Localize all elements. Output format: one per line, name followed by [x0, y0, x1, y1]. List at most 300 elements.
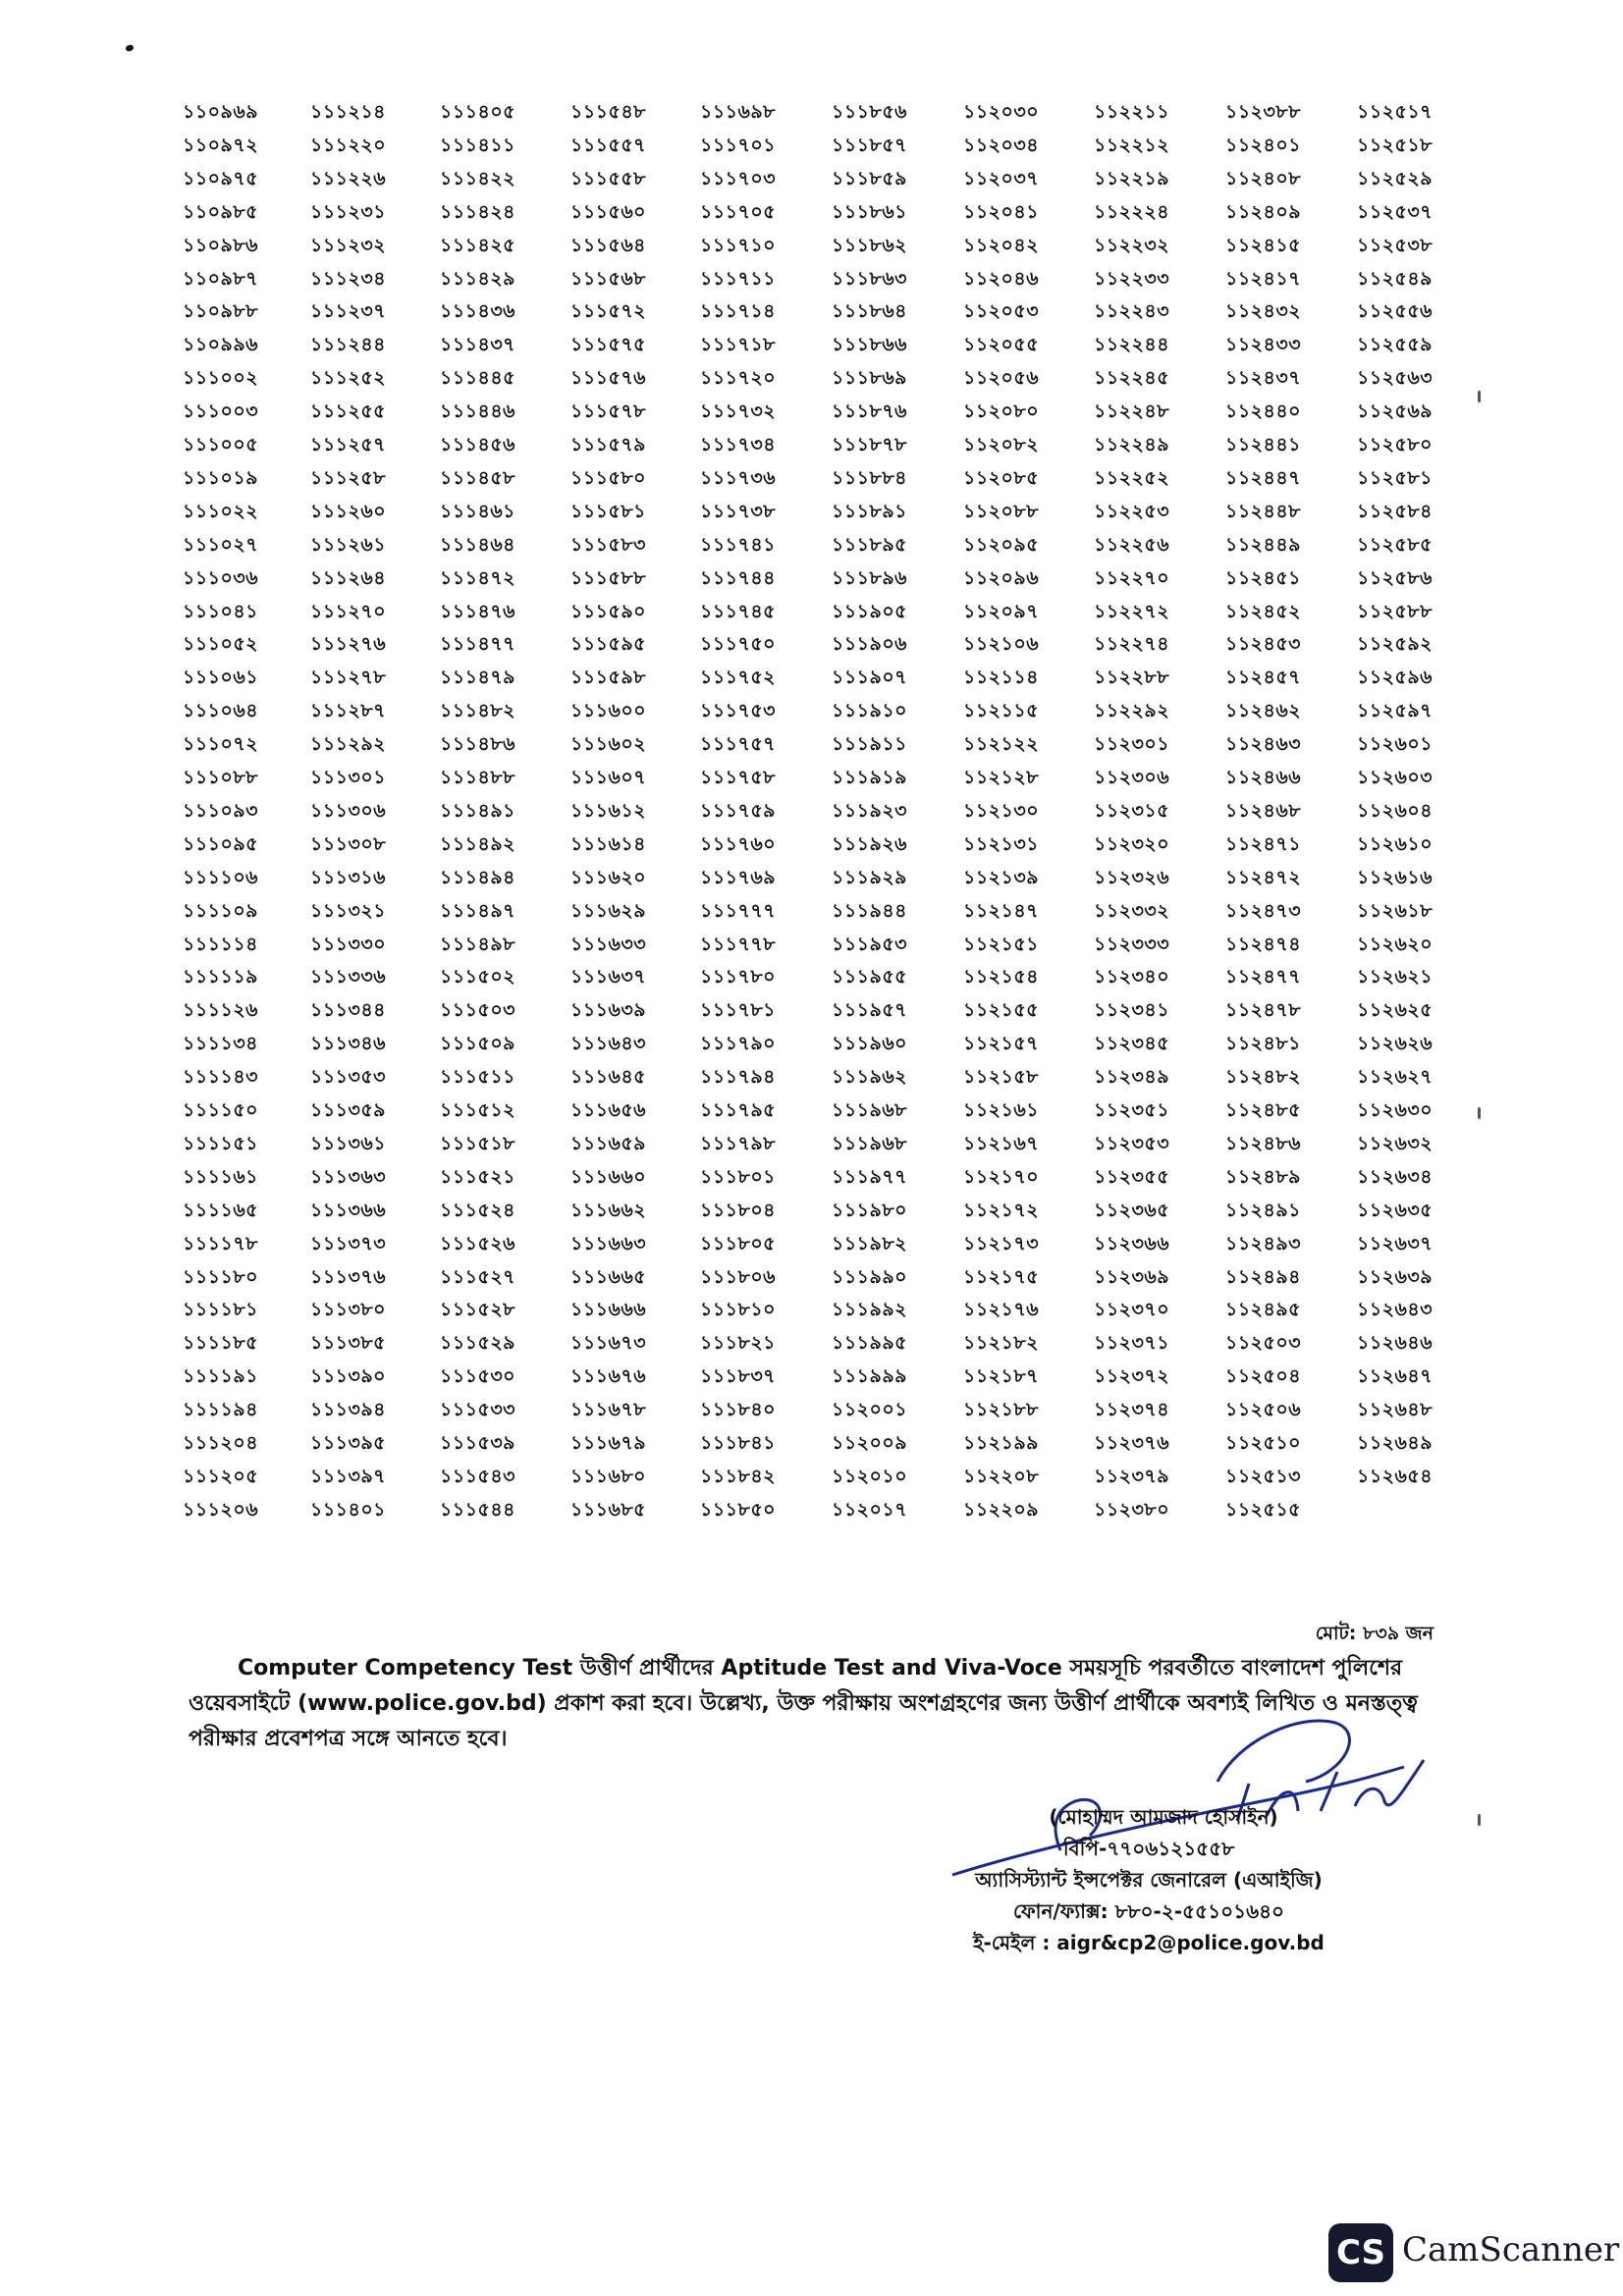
roll-number: ১১১৯৭৭: [832, 1166, 908, 1188]
roll-number: ১১২৪৪০: [1225, 400, 1302, 422]
roll-number: ১১২৩৭০: [1094, 1299, 1170, 1320]
signatory-designation: অ্যাসিস্ট্যান্ট ইন্সপেক্টর জেনারেল (এআইজি): [975, 1868, 1323, 1892]
roll-number: ১১১০৩৬: [183, 567, 259, 589]
roll-number: ১১১৭০৫: [700, 201, 777, 223]
roll-number: ১১১৭১৮: [700, 334, 776, 355]
roll-number: ১১১২৩১: [310, 201, 387, 223]
roll-number: ১১১৫৪৪: [440, 1499, 515, 1521]
roll-number: ১১২৪৮৯: [1225, 1166, 1301, 1188]
roll-number: ১১১০০২: [183, 367, 259, 389]
roll-number: ১১১৮৯১: [832, 501, 907, 522]
roll-number: ১১১৫৯৮: [570, 667, 646, 688]
roll-number: ১১২৬৪৮: [1357, 1399, 1434, 1420]
roll-number: ১১২৩৮৮: [1225, 101, 1302, 123]
roll-number: ১১১৭১০: [700, 235, 777, 256]
signature-block: [943, 1801, 1355, 1958]
roll-number: ১১১১০৯: [183, 900, 258, 922]
roll-number: ১১২১৬৭: [963, 1133, 1040, 1154]
roll-number: ১১২১৪৭: [963, 900, 1040, 922]
roll-number: ১১১৯৬০: [832, 1033, 908, 1054]
roll-number: ১১০৯৬৯: [183, 101, 259, 123]
roll-number: ১১১২৮৭: [310, 700, 387, 721]
roll-number: ১১২৩৪৯: [1094, 1066, 1170, 1088]
roll-number: ১১১১১৪: [183, 934, 258, 955]
roll-number: ১১২৪০৯: [1225, 201, 1302, 223]
roll-number: ১১১৩৬৩: [310, 1166, 387, 1188]
roll-number: ১১২১১৪: [963, 667, 1039, 688]
roll-number: ১১১৫১২: [440, 1099, 515, 1121]
roll-number: ১১২০৯৬: [963, 567, 1040, 589]
roll-number: ১১১৩৯০: [310, 1365, 387, 1387]
roll-number: ১১২৪৭২: [1225, 867, 1302, 888]
roll-number: ১১২৪৮১: [1225, 1033, 1301, 1054]
roll-number: ১১২৪৩৭: [1225, 367, 1302, 389]
roll-number: ১১২৫২৯: [1357, 168, 1434, 189]
roll-number: ১১২৫৮০: [1357, 434, 1434, 455]
roll-number: ১১১৪৭২: [440, 567, 516, 589]
roll-number: ১১২৪৭৮: [1225, 999, 1302, 1021]
roll-number: ১১১৭৫৯: [700, 800, 776, 822]
roll-number: ১১২৪৫৭: [1225, 667, 1302, 688]
roll-number: ১১১৫০৯: [440, 1033, 515, 1054]
roll-number: ১১১৭৩৮: [700, 501, 777, 522]
roll-number: ১১২১৭৬: [963, 1299, 1040, 1320]
roll-number: ১১২৫১৩: [1225, 1466, 1302, 1487]
roll-number: ১১১৫৯৫: [570, 633, 646, 655]
roll-number: ১১২৩৩২: [1094, 900, 1170, 922]
roll-number: ১১২২৫২: [1094, 467, 1170, 489]
roll-number: ১১১৪৬৪: [440, 534, 515, 556]
roll-number: ১১১২৩২: [310, 235, 387, 256]
roll-number: ১১১১৪৩: [183, 1066, 258, 1088]
roll-number: ১১১১৩৪: [183, 1033, 258, 1054]
roll-number: ১১২১৩০: [963, 800, 1040, 822]
roll-number: ১১১০৯৩: [183, 800, 259, 822]
roll-number: ১১২৩৬৫: [1094, 1200, 1170, 1221]
signatory-bp: বিপি-৭৭০৬১২১৫৫৮: [1062, 1837, 1235, 1860]
roll-number: ১১১৫৬০: [570, 201, 647, 223]
roll-number: ১১২৬৩৭: [1357, 1233, 1434, 1255]
roll-number: ১১১৮৯৬: [832, 567, 907, 589]
roll-number: ১১১৯৫৭: [832, 999, 907, 1021]
roll-number: ১১২২৩৩: [1094, 268, 1170, 290]
roll-number: ১১১০২৭: [183, 534, 259, 556]
roll-number: ১১১৫৪৩: [440, 1466, 515, 1487]
roll-number: ১১২৬৪৭: [1357, 1365, 1434, 1387]
roll-number: ১১১৬০২: [570, 733, 647, 755]
roll-number: ১১১১১৯: [183, 966, 258, 988]
roll-number: ১১২৩৫৫: [1094, 1166, 1170, 1188]
roll-number: ১১১২৬০: [310, 501, 387, 522]
roll-number: ১১২৪৪৭: [1225, 467, 1302, 489]
roll-number: ১১১০৬৪: [183, 700, 259, 721]
roll-number: ১১২৫৪৯: [1357, 268, 1433, 290]
roll-number: ১১১৯১৯: [832, 767, 907, 788]
roll-number: ১১২৬৩৪: [1357, 1166, 1434, 1188]
roll-number: ১১১৩৩০: [310, 934, 387, 955]
roll-number: ১১২৬১৬: [1357, 867, 1434, 888]
roll-number: ১১১৪৪৬: [440, 400, 515, 422]
roll-number: ১১১৭৬০: [700, 833, 777, 855]
roll-number: ১১২১৭২: [963, 1200, 1040, 1221]
roll-number: ১১১৭৫২: [700, 667, 777, 688]
roll-number: ১১১৬৬৬: [570, 1299, 647, 1320]
roll-number: ১১২১২৮: [963, 767, 1040, 788]
roll-number: ১১১০১৯: [183, 467, 258, 489]
roll-number: ১১২০৪২: [963, 235, 1040, 256]
roll-number: ১১১৮০১: [700, 1166, 776, 1188]
roll-number: ১১১১৫১: [183, 1133, 258, 1154]
roll-number: ১১১৭৩৪: [700, 434, 777, 455]
roll-number: ১১১৮৬১: [832, 201, 907, 223]
roll-number: ১১২২৫৬: [1094, 534, 1170, 556]
roll-number: ১১২৪১৫: [1225, 235, 1301, 256]
roll-number: ১১২৬২৬: [1357, 1033, 1434, 1054]
signatory-email: ই-মেইল : aigr&cp2@police.gov.bd: [973, 1931, 1325, 1954]
roll-number: ১১১১৮৫: [183, 1332, 258, 1354]
roll-number: ১১১৬৪৩: [570, 1033, 647, 1054]
roll-number: ১১২০৯৭: [963, 601, 1040, 622]
roll-number: ১১১২১৪: [310, 101, 386, 123]
roll-number: ১১১৮৬৩: [832, 268, 908, 290]
roll-number: ১১১৫২১: [440, 1166, 515, 1188]
roll-number: ১১০৯৮৫: [183, 201, 258, 223]
roll-number: ১১২৫৫৯: [1357, 334, 1433, 355]
roll-number: ১১১৯০৬: [832, 633, 908, 655]
roll-number: ১১১৭৩২: [700, 400, 777, 422]
roll-number: ১১১০৫২: [183, 633, 259, 655]
roll-number: ১১২১৫৭: [963, 1033, 1040, 1054]
roll-number: ১১১২৩৭: [310, 300, 387, 322]
roll-number: ১১২১৫৪: [963, 966, 1039, 988]
roll-number: ১১১৬২৯: [570, 900, 647, 922]
roll-number: ১১১৮৮৪: [832, 467, 907, 489]
roll-number: ১১১১৯৪: [183, 1399, 258, 1420]
roll-number: ১১১৪১১: [440, 134, 515, 156]
roll-number: ১১১৬৩৭: [570, 966, 647, 988]
roll-number: ১১১৩৯৭: [310, 1466, 387, 1487]
roll-number: ১১২১৭০: [963, 1166, 1040, 1188]
roll-number: ১১২২১১: [1094, 101, 1170, 123]
roll-number: ১১২৩৭১: [1094, 1332, 1170, 1354]
roll-number: ১১২০১০: [832, 1466, 908, 1487]
roll-number: ১১১৬২০: [570, 867, 647, 888]
roll-number: ১১২১৯৯: [963, 1432, 1039, 1454]
roll-number: ১১১৬০৭: [570, 767, 647, 788]
roll-number: ১১১৩৯৫: [310, 1432, 386, 1454]
roll-number: ১১১৫২৯: [440, 1332, 515, 1354]
roll-number: ১১১৭৭৮: [700, 934, 777, 955]
roll-number: ১১১০৭২: [183, 733, 259, 755]
roll-number: ১১১৯৫৫: [832, 966, 907, 988]
roll-number: ১১২৪৬৩: [1225, 733, 1302, 755]
roll-number: ১১১৫৪৮: [570, 101, 646, 123]
roll-number: ১১২৫১৮: [1357, 134, 1433, 156]
roll-number: ১১১৭৯৮: [700, 1133, 776, 1154]
roll-number: ১১২৪৯১: [1225, 1200, 1301, 1221]
roll-number: ১১১১৭৮: [183, 1233, 258, 1255]
roll-number: ১১২৪৭১: [1225, 833, 1302, 855]
roll-number: ১১২১১৫: [963, 700, 1039, 721]
roll-number: ১১২৪৬৬: [1225, 767, 1302, 788]
roll-number: ১১১৫২৮: [440, 1299, 515, 1320]
roll-number: ১১১৭২০: [700, 367, 777, 389]
roll-number: ১১১৭৫৮: [700, 767, 776, 788]
roll-number: ১১১৪৯৮: [440, 934, 515, 955]
roll-number: ১১১৯৯২: [832, 1299, 907, 1320]
roll-number: ১১১৪৩৭: [440, 334, 516, 355]
roll-number: ১১২২৪৩: [1094, 300, 1170, 322]
roll-number: ১১২৪৪১: [1225, 434, 1301, 455]
roll-number: ১১১৪৫৮: [440, 467, 515, 489]
roll-number: ১১২২৭৪: [1094, 633, 1170, 655]
roll-number: ১১১২৫৭: [310, 434, 387, 455]
roll-number: ১১২২০৯: [963, 1499, 1040, 1521]
roll-number: ১১১৮৪১: [700, 1432, 776, 1454]
roll-number: ১১২১৩৯: [963, 867, 1040, 888]
roll-number: ১১২৫৫৬: [1357, 300, 1434, 322]
roll-number: ১১১৮৭৬: [832, 400, 908, 422]
roll-number: ১১১৩৪৪: [310, 999, 386, 1021]
roll-number: ১১১৫০৩: [440, 999, 516, 1021]
roll-number: ১১২৬৪৯: [1357, 1432, 1434, 1454]
roll-number: ১১১৭৬৯: [700, 867, 777, 888]
roll-number: ১১১৬৮৫: [570, 1499, 646, 1521]
roll-number: ১১১৯৯৫: [832, 1332, 907, 1354]
roll-number: ১১১৮৭৮: [832, 434, 907, 455]
roll-number: ১১১০৬১: [183, 667, 259, 688]
roll-number: ১১২৩৩৩: [1094, 934, 1170, 955]
roll-number: ১১২৪১৭: [1225, 268, 1302, 290]
roll-number: ১১১১৫০: [183, 1099, 258, 1121]
roll-number: ১১২০৩৪: [963, 134, 1040, 156]
roll-number: ১১১৩৬৬: [310, 1200, 387, 1221]
roll-number: ১১১৩৮০: [310, 1299, 387, 1320]
scan-speck: [125, 44, 135, 52]
roll-number: ১১১৪৮২: [440, 700, 515, 721]
roll-number: ১১২৫১০: [1225, 1432, 1302, 1454]
roll-number: ১১১৬৩৯: [570, 999, 647, 1021]
roll-number: ১১১৭১৪: [700, 300, 776, 322]
roll-number: ১১১৭৫০: [700, 633, 777, 655]
roll-number: ১১১২৪৪: [310, 334, 386, 355]
roll-number: ১১২৪৯৪: [1225, 1266, 1301, 1288]
roll-number: ১১১৯২৬: [832, 833, 908, 855]
roll-number: ১১২৫১৫: [1225, 1499, 1301, 1521]
roll-number: ১১১৭০১: [700, 134, 777, 156]
roll-number: ১১১৪০৫: [440, 101, 515, 123]
roll-number: ১১২৫৩৮: [1357, 235, 1434, 256]
roll-number: ১১১৯০৭: [832, 667, 908, 688]
roll-number: ১১১০২২: [183, 501, 259, 522]
roll-number: ১১২৫৮৫: [1357, 534, 1433, 556]
roll-number: ১১২৩২৬: [1094, 867, 1170, 888]
roll-number: ১১১৬০০: [570, 700, 647, 721]
roll-number: ১১১১৬১: [183, 1166, 258, 1188]
roll-number: ১১২৬০৩: [1357, 767, 1434, 788]
roll-number: ১১১৩৭৬: [310, 1266, 387, 1288]
camscanner-logo-icon: CS: [1328, 2223, 1393, 2282]
roll-number: ১১২১৭৫: [963, 1266, 1040, 1288]
roll-number: ১১২৪৯৩: [1225, 1233, 1302, 1255]
roll-number: ১১১৯৮২: [832, 1233, 907, 1255]
roll-number: ১১১৮৩৭: [700, 1365, 777, 1387]
roll-number: ১১২৫০৪: [1225, 1365, 1302, 1387]
roll-number: ১১১৪৮৬: [440, 733, 515, 755]
roll-number: ১১১৪৬১: [440, 501, 515, 522]
roll-number: ১১১৫২৪: [440, 1200, 515, 1221]
roll-number: ১১১৪৪৫: [440, 367, 515, 389]
roll-number: ১১২০৫৫: [963, 334, 1040, 355]
roll-number: ১১২৪০৮: [1225, 168, 1302, 189]
roll-number: ১১১৩৩৬: [310, 966, 387, 988]
roll-number: ১১২০৫৩: [963, 300, 1040, 322]
roll-number: ১১২৩৭৯: [1094, 1466, 1170, 1487]
roll-number: ১১২৫৮১: [1357, 467, 1433, 489]
roll-number: ১১২৪৭৩: [1225, 900, 1302, 922]
roll-number: ১১১৮৪০: [700, 1399, 776, 1420]
roll-number: ১১২০৪১: [963, 201, 1040, 223]
roll-number: ১১১২৯২: [310, 733, 387, 755]
roll-number: ১১০৯৯৬: [183, 334, 259, 355]
roll-number: ১১১৭৪৫: [700, 601, 776, 622]
roll-number: ১১১৭৯৪: [700, 1066, 776, 1088]
camscanner-watermark: CamScanner: [1402, 2230, 1620, 2269]
roll-number: ১১২৩০৬: [1094, 767, 1170, 788]
roll-number: ১১২২৫৩: [1094, 501, 1170, 522]
roll-number: ১১২৬৩২: [1357, 1133, 1434, 1154]
roll-number: ১১১৫৭২: [570, 300, 647, 322]
roll-number: ১১২৫৯২: [1357, 633, 1434, 655]
roll-number: ১১১৪৯৭: [440, 900, 515, 922]
roll-number: ১১২৩১৫: [1094, 800, 1170, 822]
roll-number: ১১১৫৬৮: [570, 268, 646, 290]
roll-number: ১১২০৩৭: [963, 168, 1040, 189]
roll-number: ১১১২৬১: [310, 534, 387, 556]
roll-number: ১১১০৪১: [183, 601, 258, 622]
roll-number: ১১১৩৭৩: [310, 1233, 387, 1255]
roll-number: ১১২১৫৮: [963, 1066, 1039, 1088]
roll-number: ১১১৪৮৮: [440, 767, 515, 788]
roll-number: ১১১৭৯০: [700, 1033, 777, 1054]
roll-number: ১১২৪৭৪: [1225, 934, 1302, 955]
roll-number: ১১১৭৯৫: [700, 1099, 776, 1121]
roll-number: ১১১৬৫৯: [570, 1133, 646, 1154]
roll-number: ১১১৬৫৬: [570, 1099, 647, 1121]
roll-number: ১১২২৯২: [1094, 700, 1170, 721]
roll-number: ১১২০৯৫: [963, 534, 1040, 556]
roll-number: ১১২৩০১: [1094, 733, 1170, 755]
roll-number: ১১১৮২১: [700, 1332, 776, 1354]
roll-number: ১১১৭৪১: [700, 534, 776, 556]
scan-mark: [1478, 1814, 1481, 1826]
roll-number: ১১১৫৩৩: [440, 1399, 516, 1420]
roll-number: ১১২৬৩০: [1357, 1099, 1434, 1121]
roll-number: ১১২৫৩৭: [1357, 201, 1434, 223]
roll-number: ১১১৭৭৭: [700, 900, 777, 922]
roll-number: ১১২৩৬৯: [1094, 1266, 1170, 1288]
roll-number: ১১২৪৭৭: [1225, 966, 1302, 988]
roll-number: ১১২৪৬২: [1225, 700, 1302, 721]
roll-number: ১১১০০৫: [183, 434, 259, 455]
roll-number: ১১২২১৯: [1094, 168, 1170, 189]
roll-number: ১১২৫৮৬: [1357, 567, 1434, 589]
roll-number: ১১২৬৩৯: [1357, 1266, 1434, 1288]
roll-number: ১১১৮৫৭: [832, 134, 907, 156]
roll-number: ১১২৩৫১: [1094, 1099, 1170, 1121]
roll-number: ১১১৬৬৫: [570, 1266, 647, 1288]
roll-number: ১১১৬৬০: [570, 1166, 647, 1188]
roll-number: ১১১৪৩৬: [440, 300, 516, 322]
roll-number: ১১২২১২: [1094, 134, 1170, 156]
roll-number: ১১২৪৩৩: [1225, 334, 1302, 355]
roll-number: ১১১৭৫৩: [700, 700, 777, 721]
roll-number: ১১২৪৪৯: [1225, 534, 1301, 556]
roll-number: ১১১৫২৭: [440, 1266, 516, 1288]
roll-number: ১১০৯৮৬: [183, 235, 259, 256]
roll-number: ১১২০৮৫: [963, 467, 1040, 489]
roll-number: ১১১৯৬৮: [832, 1133, 907, 1154]
roll-number: ১১১৫৮১: [570, 501, 646, 522]
roll-number: ১১১১৬৫: [183, 1200, 258, 1221]
roll-number: ১১২২৭২: [1094, 601, 1170, 622]
roll-number: ১১১৪৯১: [440, 800, 515, 822]
roll-number: ১১২৫৯৬: [1357, 667, 1434, 688]
roll-number: ১১২১৩১: [963, 833, 1040, 855]
roll-number: ১১১৯৫৩: [832, 934, 907, 955]
roll-number: ১১১৬৯৮: [700, 101, 776, 123]
roll-number: ১১২৫৮৪: [1357, 501, 1433, 522]
roll-number: ১১১৫৬৪: [570, 235, 646, 256]
roll-number: ১১২১৫৫: [963, 999, 1039, 1021]
roll-number: ১১০৯৮৭: [183, 268, 259, 290]
roll-number: ১১২৫৬৯: [1357, 400, 1434, 422]
roll-number: ১১১৩০৮: [310, 833, 387, 855]
roll-number: ১১১৪২২: [440, 168, 516, 189]
roll-number: ১১২১০৬: [963, 633, 1040, 655]
roll-number: ১১১৬৬২: [570, 1200, 647, 1221]
roll-number: ১১২৬২৫: [1357, 999, 1434, 1021]
roll-number: ১১১৯২৩: [832, 800, 908, 822]
roll-number: ১১১৪৯৪: [440, 867, 515, 888]
roll-number: ১১১৯২৯: [832, 867, 907, 888]
roll-number: ১১১৩১৬: [310, 867, 387, 888]
roll-number: ১১১৮৯৫: [832, 534, 907, 556]
roll-number: ১১১৬৭৮: [570, 1399, 647, 1420]
roll-number: ১১১৫৩০: [440, 1365, 516, 1387]
roll-number: ১১১৩৯৪: [310, 1399, 386, 1420]
roll-number: ১১২৩৭৪: [1094, 1399, 1170, 1420]
roll-number: ১১২০৫৬: [963, 367, 1040, 389]
roll-number: ১১২৬১০: [1357, 833, 1434, 855]
roll-number: ১১১৮৫০: [700, 1499, 776, 1521]
roll-number: ১১১৫৭৮: [570, 400, 646, 422]
total-count: মোট: ৮৩৯ জন: [1315, 1623, 1434, 1644]
roll-number: ১১১৬৩৩: [570, 934, 647, 955]
roll-number: ১১১২২০: [310, 134, 387, 156]
roll-number: ১১১৪০১: [310, 1499, 386, 1521]
roll-number: ১১২৫৬৩: [1357, 367, 1434, 389]
roll-number: ১১১২০৬: [183, 1499, 259, 1521]
roll-number: ১১২৩৭২: [1094, 1365, 1170, 1387]
roll-number: ১১২১৮৭: [963, 1365, 1040, 1387]
roll-number: ১১২০১৭: [832, 1499, 908, 1521]
roll-number: ১১২০৪৬: [963, 268, 1040, 290]
roll-number: ১১১২৭০: [310, 601, 387, 622]
roll-number: ১১১৯৬৮: [832, 1099, 907, 1121]
roll-number: ১১১৮৫৬: [832, 101, 907, 123]
roll-number: ১১০৯৭২: [183, 134, 259, 156]
